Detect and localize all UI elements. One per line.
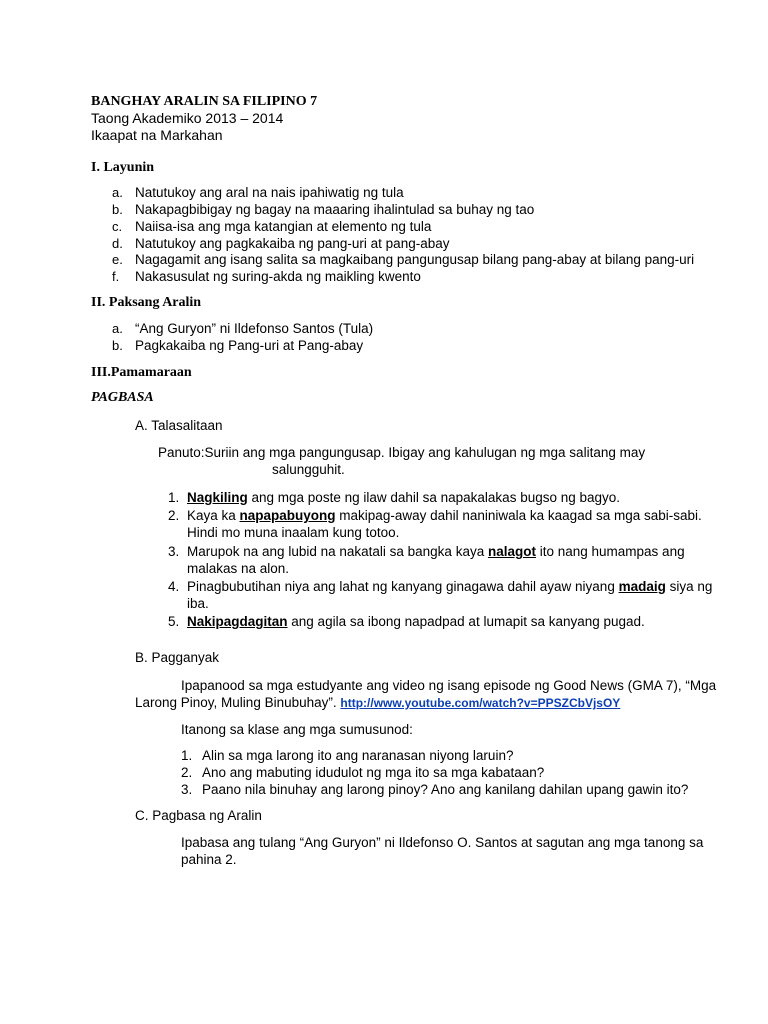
youtube-link[interactable]: http://www.youtube.com/watch?v=PPSZCbVjsOY xyxy=(340,696,621,710)
vocabulary-sentence: Nagkiling ang mga poste ng ilaw dahil sa napakalakas bugso ng bagyo. xyxy=(187,490,621,505)
list-item: Naiisa-isa ang mga katangian at elemento ng tula xyxy=(135,219,432,234)
underlined-word: nalagot xyxy=(487,544,536,559)
panuto-line-2: salungguhit. xyxy=(272,462,345,477)
list-marker: b. xyxy=(112,338,123,353)
vocabulary-sentence-continued: iba. xyxy=(187,596,209,611)
section-pamamaraan-heading: III.Pamamaraan xyxy=(91,365,192,380)
list-number: 5. xyxy=(168,614,180,629)
list-number: 1. xyxy=(181,748,193,763)
list-item: Nagagamit ang isang salita sa magkaibang pangungusap bilang pang-abay at bilang pang-uri xyxy=(135,252,695,267)
list-number: 2. xyxy=(168,508,180,523)
pagbasa-subheading: PAGBASA xyxy=(91,390,154,405)
academic-year: Taong Akademiko 2013 – 2014 xyxy=(91,110,284,126)
question-item: Paano nila binuhay ang larong pinoy? Ano ang kanilang dahilan upang gawin ito? xyxy=(202,782,689,797)
list-item: Pagkakaiba ng Pang-uri at Pang-abay xyxy=(135,338,364,353)
underlined-word: Nakipagdagitan xyxy=(187,614,288,629)
section-layunin-heading: I. Layunin xyxy=(91,160,155,175)
list-item: Natutukoy ang pagkakaiba ng pang-uri at pang-abay xyxy=(135,236,450,251)
pagganyak-paragraph-line-2: Larong Pinoy, Muling Binubuhay”. http://www.youtube.com/watch?v=PPSZCbVjsOY xyxy=(135,695,621,710)
talasalitaan-heading: A. Talasalitaan xyxy=(135,418,223,433)
pagbasa-aralin-heading: C. Pagbasa ng Aralin xyxy=(135,808,262,823)
pagganyak-heading: B. Pagganyak xyxy=(135,650,220,665)
underlined-word: napapabuyong xyxy=(239,508,336,523)
list-marker: c. xyxy=(112,219,123,234)
list-marker: d. xyxy=(112,236,123,251)
pagbasa-aralin-paragraph-line-2: pahina 2. xyxy=(181,852,237,867)
list-item: Nakasusulat ng suring-akda ng maikling kwento xyxy=(135,269,421,284)
list-item: Natutukoy ang aral na nais ipahiwatig ng tula xyxy=(135,185,404,200)
vocabulary-sentence: Nakipagdagitan ang agila sa ibong napadpad at lumapit sa kanyang pugad. xyxy=(187,614,645,629)
pagganyak-paragraph-line-1: Ipapanood sa mga estudyante ang video ng isang episode ng Good News (GMA 7), “Mga xyxy=(181,678,717,693)
underlined-word: madaig xyxy=(618,579,666,594)
list-marker: a. xyxy=(112,321,123,336)
vocabulary-sentence: Pinagbubutihan niya ang lahat ng kanyang ginagawa dahil ayaw niyang madaig siya ng xyxy=(187,579,713,594)
list-item: Nakapagbibigay ng bagay na maaaring ihalintulad sa buhay ng tao xyxy=(135,202,535,217)
list-number: 3. xyxy=(181,782,193,797)
list-marker: f. xyxy=(112,269,120,284)
panuto-line-1: Panuto:Suriin ang mga pangungusap. Ibigay ang kahulugan ng mga salitang may xyxy=(158,445,646,460)
question-item: Alin sa mga larong ito ang naranasan niyong laruin? xyxy=(202,748,514,763)
document-title: BANGHAY ARALIN SA FILIPINO 7 xyxy=(91,94,318,109)
list-marker: b. xyxy=(112,202,123,217)
section-paksa-heading: II. Paksang Aralin xyxy=(91,295,202,310)
pagbasa-aralin-paragraph-line-1: Ipabasa ang tulang “Ang Guryon” ni Ildefonso O. Santos at sagutan ang mga tanong sa xyxy=(181,835,704,850)
underlined-word: Nagkiling xyxy=(187,490,248,505)
list-marker: a. xyxy=(112,185,123,200)
vocabulary-sentence-continued: Hindi mo muna inaalam kung totoo. xyxy=(187,525,400,540)
list-marker: e. xyxy=(112,252,123,267)
vocabulary-sentence: Kaya ka napapabuyong makipag-away dahil naniniwala ka kaagad sa mga sabi-sabi. xyxy=(187,508,702,523)
list-number: 1. xyxy=(168,490,180,505)
list-item: “Ang Guryon” ni Ildefonso Santos (Tula) xyxy=(135,321,374,336)
vocabulary-sentence: Marupok na ang lubid na nakatali sa bangka kaya nalagot ito nang humampas ang xyxy=(187,544,685,559)
quarter: Ikaapat na Markahan xyxy=(91,127,223,143)
itanong-instruction: Itanong sa klase ang mga sumusunod: xyxy=(181,722,413,737)
list-number: 4. xyxy=(168,579,180,594)
list-number: 2. xyxy=(181,765,193,780)
vocabulary-sentence-continued: malakas na alon. xyxy=(187,561,290,576)
question-item: Ano ang mabuting idudulot ng mga ito sa mga kabataan? xyxy=(202,765,545,780)
list-number: 3. xyxy=(168,544,180,559)
